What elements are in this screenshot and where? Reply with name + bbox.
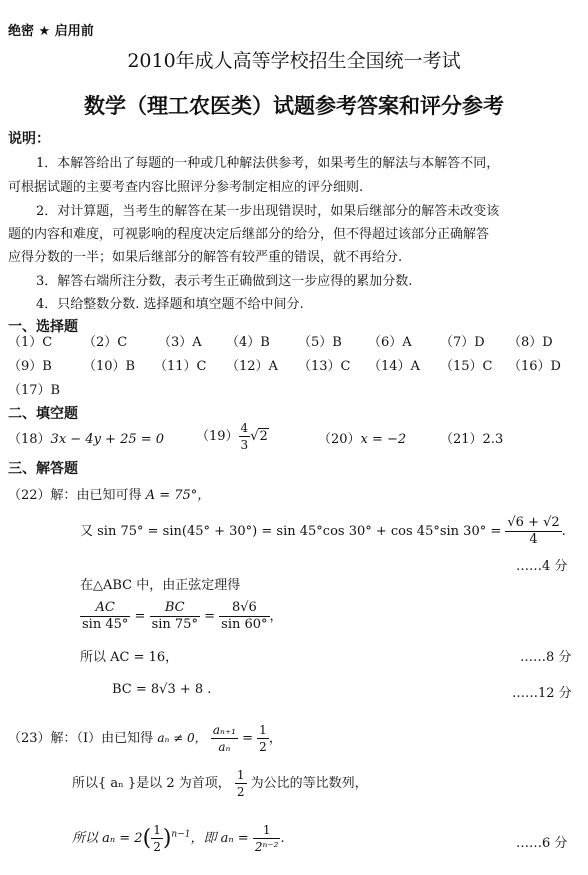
q23-line3-pre: 所以 aₙ = 2 [72,831,143,846]
answer-item: （8）D [508,335,553,350]
fill-answer-19: （19） $\frac{4}{3}$ √2 [196,421,268,452]
q23-label: （23）解：（Ⅰ）由已知得 [8,731,154,746]
fill-answer-20 [318,428,406,447]
q22-line2: 在△ABC 中，由正弦定理得 [80,578,241,593]
fill-answer-18 [8,428,164,447]
fill-answer-21 [440,428,503,447]
answer-item: （10）B [83,359,136,374]
fraction-denominator: sin 75° [151,617,198,632]
fill-label: （20） [318,432,361,447]
q22-line3: 所以 AC = 16， [80,650,179,665]
fraction-numerator: 1 [259,723,267,737]
fill-label: （18） [8,432,51,447]
q22-line1: 又 sin 75° = sin(45° + 30°) = sin 45°cos 30° + cos 45°sin 30° = $\frac{√6 + √2}{4}$ . [80,515,566,547]
fraction-numerator: 4 [240,421,249,435]
q23-line2: 所以{ aₙ }是以 2 为首项， $\frac{1}{2}$ 为公比的等比数列， [72,768,368,799]
q22-label: （22）解：由已知可得 [8,488,142,503]
fill-value: x = −2 [360,432,407,447]
q23-line2-post: 为公比的等比数列， [250,776,368,791]
answer-item: （6）A [368,335,412,350]
fraction-numerator: BC [150,600,200,617]
fill-value: 3x − 4y + 25 = 0 [50,432,165,447]
fraction-denominator: 4 [529,532,538,547]
score-mark: ……12 分 [512,686,572,701]
fraction-denominator: sin 60° [221,617,268,632]
fraction-numerator: 8√6 [219,600,269,617]
fraction-numerator: AC [80,600,130,617]
q22-line4: BC = 8√3 + 8 . [112,682,212,697]
document-title: 数学（理工农医类）试题参考答案和评分参考 [84,94,504,118]
answer-item: （17）B [8,383,61,398]
answer-item: （9）B [8,359,52,374]
answer-item: （13）C [298,359,351,374]
secret-label: 绝密 [8,24,35,39]
star-icon: ★ [38,24,51,39]
score-mark: ……8 分 [520,650,572,665]
answer-item: （1）C [8,335,53,350]
note-line: 应得分数的一半；如果后继部分的解答有较严重的错误，就不再给分. [8,250,403,265]
notes-title: 说明： [8,131,50,147]
before-use-label: 启用前 [54,24,94,39]
note-line: 题的内容和难度，可视影响的程度决定后继部分的给分，但不得超过该部分正确解答 [8,227,490,242]
answer-item: （14）A [368,359,420,374]
fill-label: （19） [196,429,239,444]
exponent: n−1 [171,829,191,840]
fraction-denominator: 2ⁿ⁻² [254,840,279,854]
q22-sin-expansion: 又 sin 75° = sin(45° + 30°) = sin 45°cos 30° + cos 45°sin 30° = [80,524,506,539]
q23-cond: aₙ ≠ 0， [157,731,207,745]
answer-item: （11）C [154,359,207,374]
note-line: 4．只给整数分数. 选择题和填空题不给中间分. [36,297,304,312]
answer-item: （4）B [226,335,270,350]
fill-label: （21） [440,432,483,447]
fill-value: 2.3 [482,432,504,447]
q23-intro: （23）解：（Ⅰ）由已知得 aₙ ≠ 0， $\frac{\text{aₙ₊₁}}{\text{aₙ}}$ = $\frac{1}{2}$ ， [8,723,282,754]
section-title-choice: 一、选择题 [8,319,78,335]
answer-item: （12）A [226,359,278,374]
note-line: 3．解答右端所注分数，表示考生正确做到这一步应得的累加分数. [36,274,413,289]
section-title-fill: 二、填空题 [8,406,78,422]
section-title-solution: 三、解答题 [8,461,78,477]
answer-item: （16）D [508,359,561,374]
answer-item: （2）C [83,335,128,350]
q22-sine-rule: $\frac{AC}{\sin 45^\circ}$ = $\frac{BC}{\sin 75^\circ}$ = $\frac{8√6}{\sin 60^\circ}$ ， [82,600,283,632]
note-line: 1．本解答给出了每题的一种或几种解法供参考，如果考生的解法与本解答不同， [36,156,500,171]
fraction-denominator: 3 [240,438,249,452]
score-mark: ……6 分 [516,836,568,851]
note-line: 2．对计算题，当考生的解答在某一步出现错误时，如果后继部分的解答未改变该 [36,204,500,219]
q23-line3: 所以 aₙ = 2( $\frac{1}{2}$ )$^{n-1}$，即 aₙ = $\frac{1}{\text{2ⁿ⁻²}}$ . [72,823,285,854]
score-mark: ……4 分 [516,559,568,574]
note-line: 可根据试题的主要考查内容比照评分参考制定相应的评分细则. [8,180,364,195]
answer-item: （5）B [298,335,342,350]
q23-line2-pre: 所以{ aₙ }是以 2 为首项， [72,776,231,791]
choice-answers [8,331,578,403]
fraction-numerator: √6 + √2 [507,515,560,530]
fraction-denominator: sin 45° [82,617,129,632]
fraction-denominator: 2 [259,740,267,754]
answer-item: （15）C [440,359,493,374]
confidentiality-header [8,20,94,39]
q23-line3-mid: ，即 aₙ = [190,831,253,846]
answer-item: （3）A [158,335,202,350]
answer-item: （7）D [440,335,485,350]
q22-intro [8,484,210,503]
radicand: 2 [259,429,268,444]
q22-given: A = 75°， [145,488,211,503]
fraction-denominator: aₙ [218,740,231,754]
fraction-numerator: aₙ₊₁ [212,723,236,737]
exam-title: 2010年成人高等学校招生全国统一考试 [127,50,461,72]
